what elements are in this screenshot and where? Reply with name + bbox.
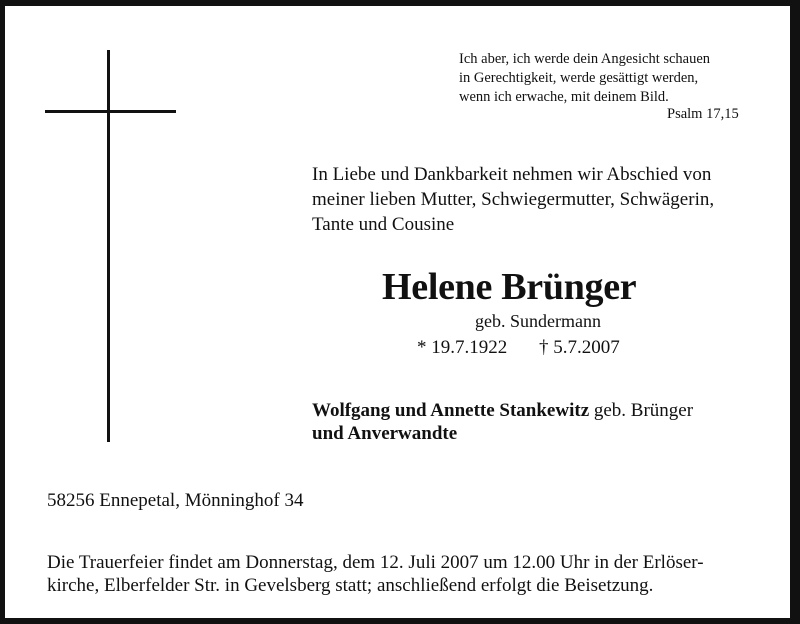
intro-line: In Liebe und Dankbarkeit nehmen wir Abschied von (312, 164, 712, 185)
cross-icon-vertical (107, 50, 110, 442)
mourners-maiden: geb. Brünger (589, 400, 694, 421)
verse-line: wenn ich erwache, mit deinem Bild. (459, 89, 669, 105)
death-date: † 5.7.2007 (539, 337, 620, 358)
funeral-notice (47, 551, 704, 597)
maiden-name: geb. Sundermann (475, 311, 601, 331)
verse-reference: Psalm 17,15 (667, 106, 739, 122)
mourners (312, 399, 693, 445)
ceremony-line: kirche, Elberfelder Str. in Gevelsberg statt; anschließend erfolgt die Beisetzung. (47, 575, 654, 596)
mourners-names: Wolfgang und Annette Stankewitz (312, 400, 590, 421)
cross-icon-horizontal (45, 110, 176, 113)
farewell-intro (312, 162, 714, 237)
ceremony-line: Die Trauerfeier findet am Donnerstag, dem 12. Juli 2007 um 12.00 Uhr in der Erlöser- (47, 552, 704, 573)
intro-line: meiner lieben Mutter, Schwiegermutter, Schwägerin, (312, 189, 715, 210)
verse-line: Ich aber, ich werde dein Angesicht schauen (459, 51, 711, 67)
mourners-relatives: und Anverwandte (312, 423, 458, 444)
deceased-name: Helene Brünger (382, 266, 637, 308)
intro-line: Tante und Cousine (312, 214, 455, 235)
verse-line: in Gerechtigkeit, werde gesättigt werden, (459, 70, 699, 86)
address: 58256 Ennepetal, Mönninghof 34 (47, 490, 304, 511)
mourners-line-1 (312, 399, 693, 422)
bible-verse (459, 50, 710, 107)
birth-date: * 19.7.1922 (417, 337, 508, 358)
